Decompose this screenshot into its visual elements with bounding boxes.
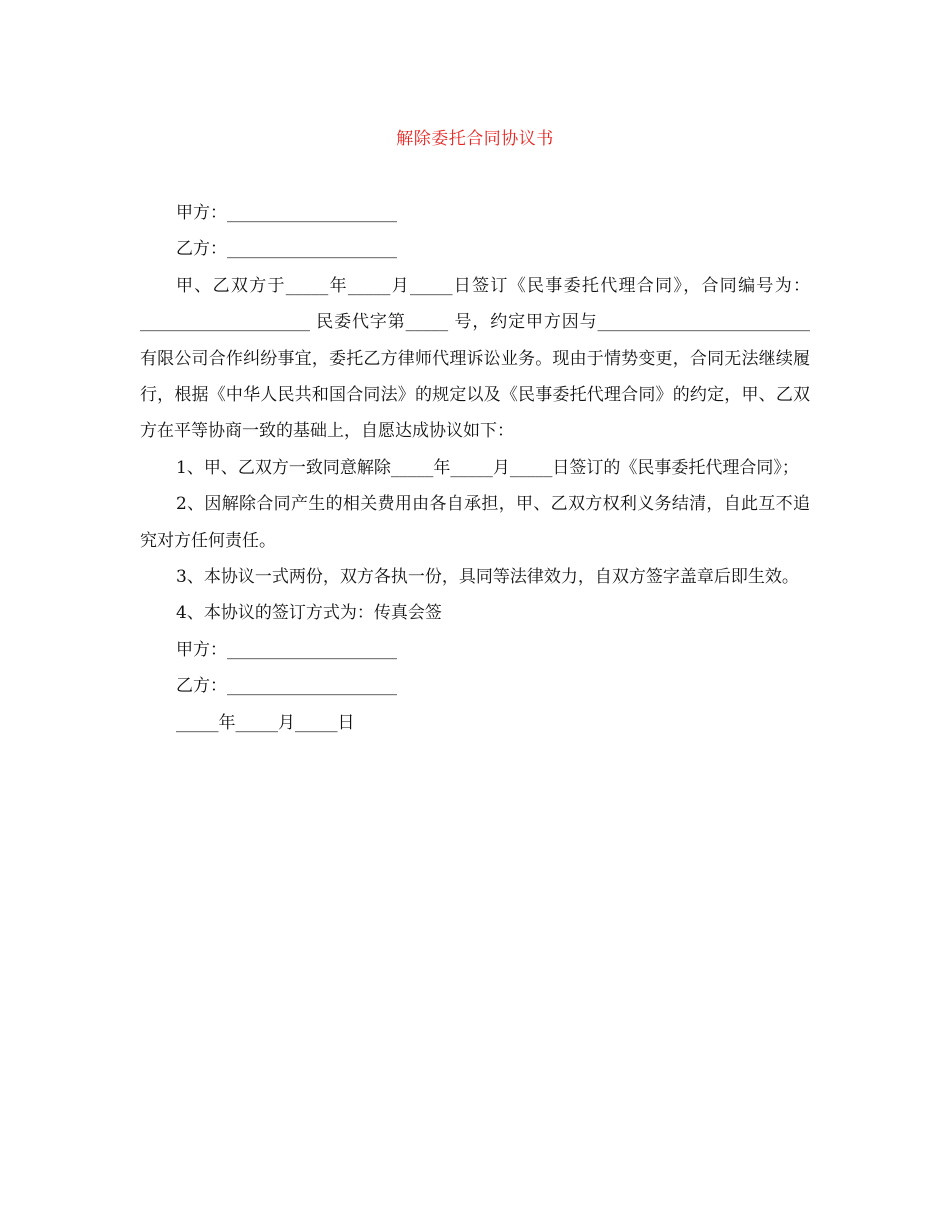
clause-3: 3、本协议一式两份，双方各执一份，具同等法律效力，自双方签字盖章后即生效。	[176, 567, 799, 588]
party-a-line: 甲方：____________________	[176, 203, 397, 223]
signature-party-a: 甲方：____________________	[176, 639, 397, 660]
document-body	[140, 195, 810, 741]
party-b-line: 乙方：____________________	[176, 239, 397, 260]
document-title: 解除委托合同协议书	[396, 129, 554, 149]
clause-1: 1、甲、乙双方一致同意解除_____年_____月_____日签订的《民事委托代理合同》；	[176, 457, 799, 478]
clause-4: 4、本协议的签订方式为：传真会签	[176, 603, 442, 624]
intro-paragraph: 甲、乙双方于_____年_____月_____日签订《民事委托代理合同》，合同编号为：____________________ 民委代字第_____ 号，约定甲方因与_________________________有限公司合作纠纷事宜，委托乙方律师代理诉讼业务。现由于情势变更，合同无法继续履行，根据《中华人民共和国合同法》的规定以及《民事委托代理合同》的约定，甲、乙双方在平等协商一致的基础上，自愿达成协议如下：	[140, 275, 810, 442]
signature-date: _____年_____月_____日	[176, 712, 355, 733]
clause-2: 2、因解除合同产生的相关费用由各自承担，甲、乙双方权利义务结清，自此互不追究对方任何责任。	[140, 494, 810, 551]
signature-party-b: 乙方：____________________	[176, 676, 397, 697]
